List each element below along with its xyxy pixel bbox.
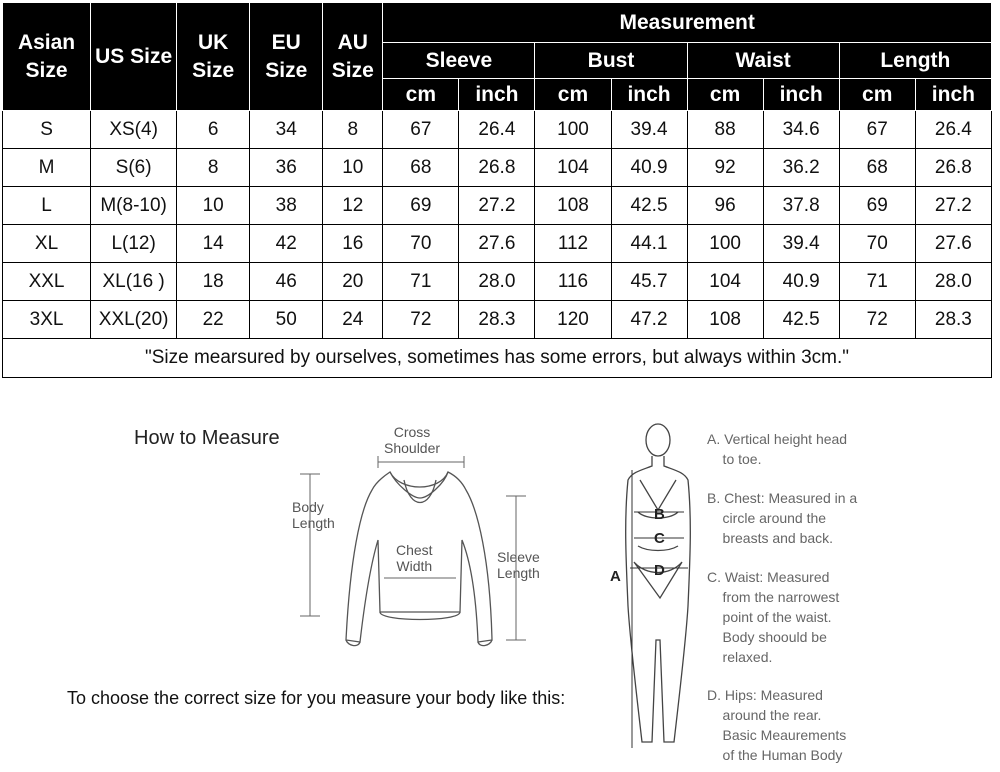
header-group: Waist	[687, 43, 839, 79]
header-asian-size: Asian Size	[3, 3, 91, 111]
header-group: Sleeve	[383, 43, 535, 79]
figure-letter-b: B	[654, 506, 665, 523]
cross-shoulder-label: Cross Shoulder	[384, 424, 441, 456]
table-cell: 42.5	[763, 301, 839, 339]
table-cell: 72	[839, 301, 915, 339]
header-measurement: Measurement	[383, 3, 992, 43]
table-cell: 3XL	[3, 301, 91, 339]
choose-size-instruction: To choose the correct size for you measure your body like this:	[67, 688, 566, 708]
table-cell: 42.5	[611, 187, 687, 225]
figure-letter-a: A	[610, 568, 621, 585]
header-group: Length	[839, 43, 991, 79]
table-cell: 70	[839, 225, 915, 263]
table-cell: 26.4	[459, 111, 535, 149]
table-cell: S(6)	[91, 149, 177, 187]
table-cell: XS(4)	[91, 111, 177, 149]
table-cell: 27.2	[915, 187, 991, 225]
table-cell: M	[3, 149, 91, 187]
table-cell: XXL(20)	[91, 301, 177, 339]
table-cell: 67	[839, 111, 915, 149]
table-cell: 39.4	[763, 225, 839, 263]
desc-c: C. Waist: Measured from the narrowest point of the waist. Body shoould be relaxed.	[707, 569, 840, 665]
desc-b: B. Chest: Measured in a circle around the breasts and back.	[707, 490, 858, 546]
header-group: Bust	[535, 43, 687, 79]
table-cell: 71	[839, 263, 915, 301]
table-cell: 27.2	[459, 187, 535, 225]
table-cell: 71	[383, 263, 459, 301]
table-cell: 50	[250, 301, 323, 339]
table-cell: 20	[323, 263, 383, 301]
header-unit: cm	[687, 79, 763, 111]
header-unit: inch	[763, 79, 839, 111]
body-figure-icon	[626, 424, 691, 742]
table-cell: L	[3, 187, 91, 225]
table-cell: XXL	[3, 263, 91, 301]
table-cell: 10	[177, 187, 250, 225]
table-cell: 10	[323, 149, 383, 187]
table-cell: XL(16 )	[91, 263, 177, 301]
table-cell: 28.0	[915, 263, 991, 301]
table-cell: 100	[535, 111, 611, 149]
table-cell: 68	[839, 149, 915, 187]
table-cell: 68	[383, 149, 459, 187]
table-cell: 26.8	[915, 149, 991, 187]
table-cell: 36.2	[763, 149, 839, 187]
header-eu-size: EU Size	[250, 3, 323, 111]
header-au-size: AU Size	[323, 3, 383, 111]
table-cell: 8	[177, 149, 250, 187]
table-cell: 44.1	[611, 225, 687, 263]
header-unit: inch	[459, 79, 535, 111]
table-cell: 22	[177, 301, 250, 339]
table-cell: 28.0	[459, 263, 535, 301]
measurement-note: "Size mearsured by ourselves, sometimes has some errors, but always within 3cm."	[3, 339, 992, 378]
table-cell: 28.3	[459, 301, 535, 339]
table-cell: 26.4	[915, 111, 991, 149]
table-cell: 96	[687, 187, 763, 225]
table-cell: 40.9	[763, 263, 839, 301]
table-cell: 108	[687, 301, 763, 339]
header-uk-size: UK Size	[177, 3, 250, 111]
table-cell: XL	[3, 225, 91, 263]
header-unit: cm	[839, 79, 915, 111]
table-cell: 39.4	[611, 111, 687, 149]
table-cell: 70	[383, 225, 459, 263]
table-cell: 8	[323, 111, 383, 149]
table-cell: 46	[250, 263, 323, 301]
chest-width-label: Chest Width	[396, 542, 433, 574]
table-cell: 28.3	[915, 301, 991, 339]
table-cell: 69	[383, 187, 459, 225]
table-cell: 34.6	[763, 111, 839, 149]
table-cell: 45.7	[611, 263, 687, 301]
header-unit: cm	[383, 79, 459, 111]
table-cell: 26.8	[459, 149, 535, 187]
desc-a: A. Vertical height head to toe.	[707, 431, 848, 467]
sleeve-length-label: Sleeve Length	[497, 549, 540, 581]
body-length-label: Body Length	[292, 499, 335, 531]
header-unit: inch	[915, 79, 991, 111]
table-cell: 14	[177, 225, 250, 263]
table-cell: 100	[687, 225, 763, 263]
table-cell: 112	[535, 225, 611, 263]
table-cell: 6	[177, 111, 250, 149]
figure-letter-d: D	[654, 562, 665, 579]
table-cell: 69	[839, 187, 915, 225]
sweater-icon	[346, 472, 492, 646]
table-cell: 40.9	[611, 149, 687, 187]
table-cell: 34	[250, 111, 323, 149]
header-us-size: US Size	[91, 3, 177, 111]
table-cell: 92	[687, 149, 763, 187]
table-cell: 104	[687, 263, 763, 301]
table-cell: 38	[250, 187, 323, 225]
table-cell: L(12)	[91, 225, 177, 263]
header-unit: inch	[611, 79, 687, 111]
table-cell: 42	[250, 225, 323, 263]
desc-d: D. Hips: Measured around the rear. Basic Meaurements of the Human Body	[707, 687, 847, 763]
table-cell: 27.6	[915, 225, 991, 263]
table-cell: 36	[250, 149, 323, 187]
figure-letter-c: C	[654, 530, 665, 547]
table-cell: 18	[177, 263, 250, 301]
table-cell: 12	[323, 187, 383, 225]
header-unit: cm	[535, 79, 611, 111]
table-cell: 47.2	[611, 301, 687, 339]
table-cell: 120	[535, 301, 611, 339]
table-cell: S	[3, 111, 91, 149]
table-cell: M(8-10)	[91, 187, 177, 225]
table-cell: 67	[383, 111, 459, 149]
table-cell: 24	[323, 301, 383, 339]
how-to-measure-title: How to Measure	[134, 427, 280, 449]
table-cell: 88	[687, 111, 763, 149]
table-cell: 16	[323, 225, 383, 263]
table-cell: 72	[383, 301, 459, 339]
table-cell: 37.8	[763, 187, 839, 225]
table-cell: 104	[535, 149, 611, 187]
table-cell: 27.6	[459, 225, 535, 263]
table-cell: 116	[535, 263, 611, 301]
table-cell: 108	[535, 187, 611, 225]
